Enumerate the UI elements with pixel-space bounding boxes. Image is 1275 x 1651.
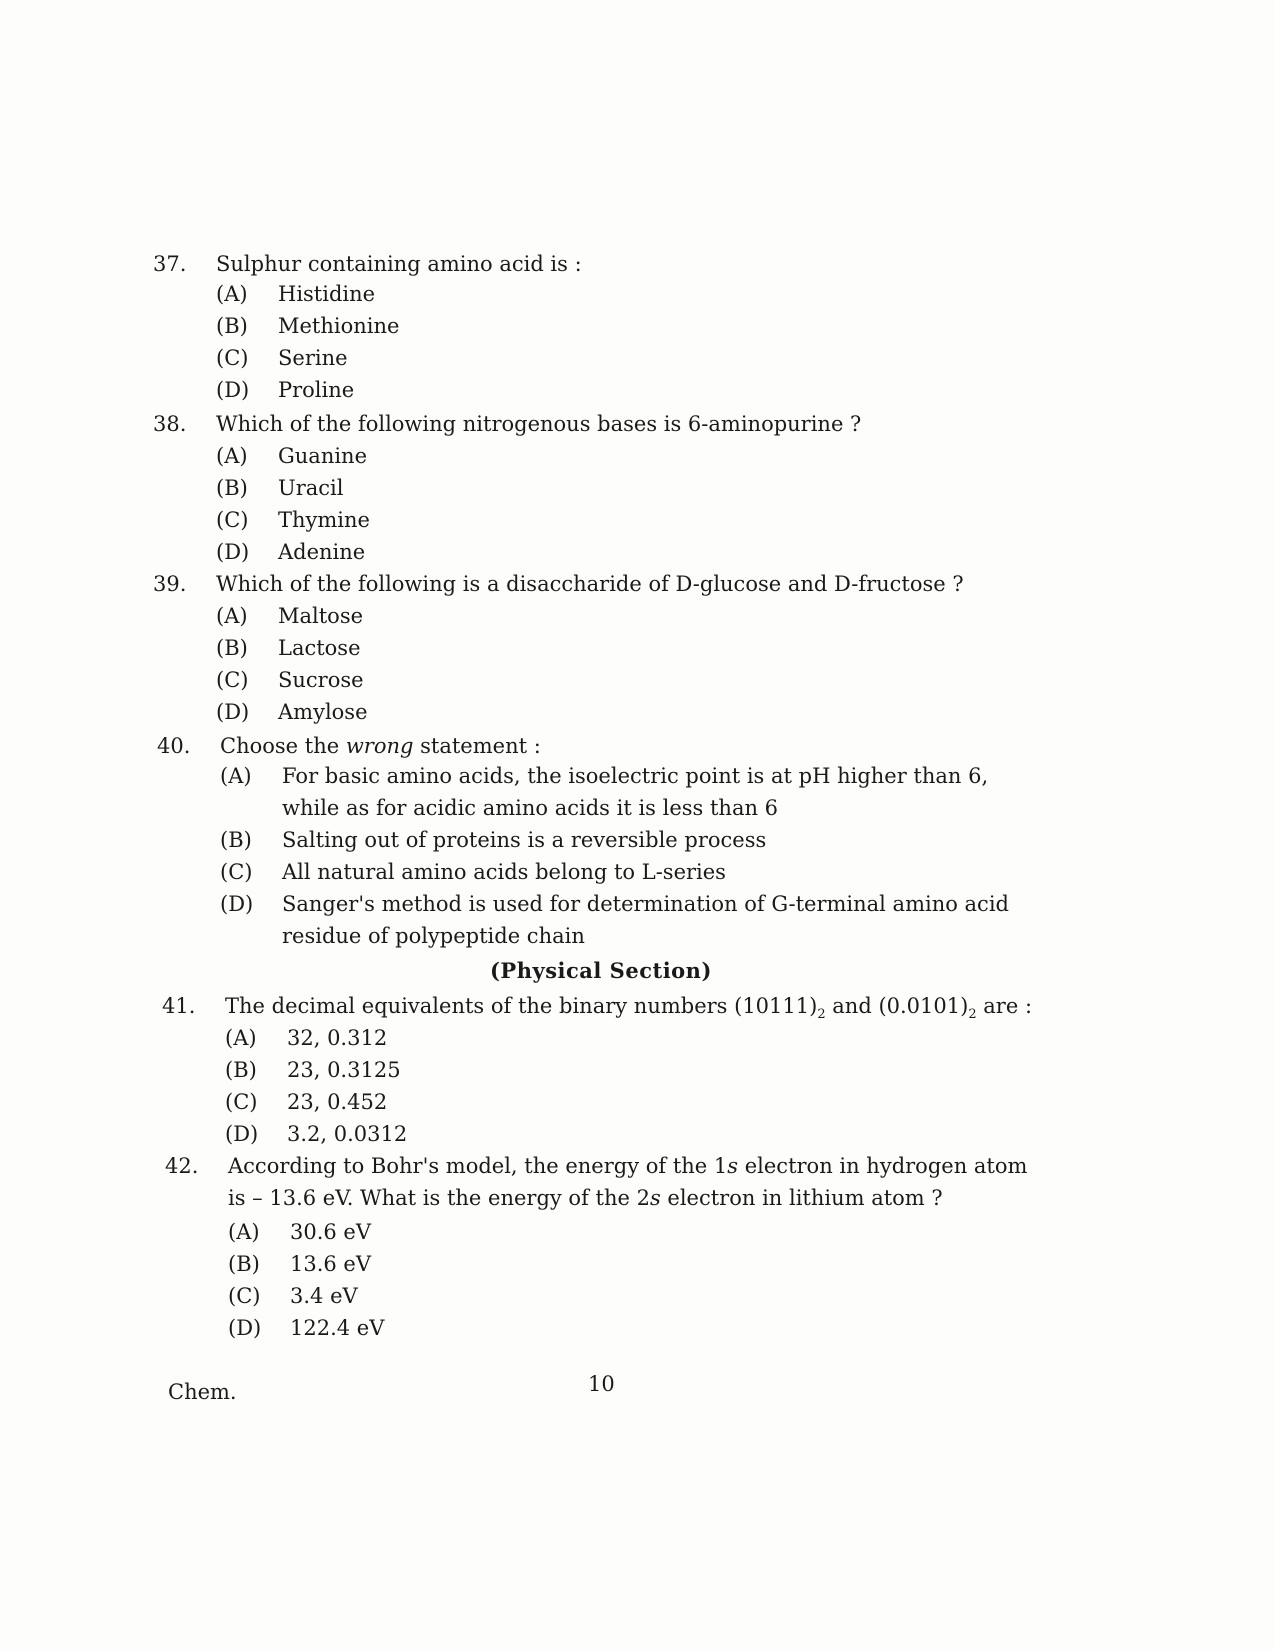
option-text: 13.6 eV xyxy=(290,1252,372,1276)
emphasis-word: wrong xyxy=(345,734,414,758)
option-label: (C) xyxy=(216,346,249,370)
option-label: (C) xyxy=(216,508,249,532)
question-39 xyxy=(153,568,1053,728)
option-text: Amylose xyxy=(278,700,368,724)
question-37 xyxy=(153,248,1053,408)
question-number: 41. xyxy=(162,994,196,1018)
option-text: Serine xyxy=(278,346,348,370)
option-b[interactable] xyxy=(225,1054,401,1086)
option-text: Uracil xyxy=(278,476,344,500)
question-text xyxy=(228,1150,1028,1214)
option-label: (D) xyxy=(216,700,250,724)
option-c[interactable] xyxy=(216,504,370,536)
option-label: (C) xyxy=(216,668,249,692)
italic-symbol: s xyxy=(649,1186,661,1210)
option-c[interactable] xyxy=(228,1280,358,1312)
option-d[interactable] xyxy=(228,1312,384,1344)
option-label: (C) xyxy=(225,1090,258,1114)
question-text-part: are : xyxy=(976,994,1033,1018)
option-label: (B) xyxy=(220,828,252,852)
footer-subject: Chem. xyxy=(168,1380,237,1404)
question-number: 37. xyxy=(153,252,187,276)
option-text: 30.6 eV xyxy=(290,1220,372,1244)
question-number: 42. xyxy=(165,1154,199,1178)
option-a[interactable] xyxy=(216,278,375,310)
option-c[interactable] xyxy=(216,342,348,374)
option-text: 122.4 eV xyxy=(290,1316,385,1340)
italic-symbol: s xyxy=(727,1154,739,1178)
question-text xyxy=(220,730,541,762)
option-text: 23, 0.452 xyxy=(287,1090,388,1114)
option-c[interactable] xyxy=(216,664,364,696)
option-b[interactable] xyxy=(220,824,766,856)
option-a[interactable] xyxy=(228,1216,371,1248)
option-label: (A) xyxy=(216,604,248,628)
option-text: 3.2, 0.0312 xyxy=(287,1122,408,1146)
option-a[interactable] xyxy=(220,760,1012,824)
option-label: (D) xyxy=(225,1122,259,1146)
option-text: Methionine xyxy=(278,314,400,338)
option-a[interactable] xyxy=(225,1022,387,1054)
option-label: (A) xyxy=(216,282,248,306)
option-text: 32, 0.312 xyxy=(287,1026,388,1050)
option-label: (B) xyxy=(216,314,248,338)
option-d[interactable] xyxy=(216,696,368,728)
option-label: (A) xyxy=(225,1026,257,1050)
question-number: 38. xyxy=(153,412,187,436)
option-a[interactable] xyxy=(216,600,363,632)
option-text: Proline xyxy=(278,378,355,402)
option-b[interactable] xyxy=(216,310,399,342)
option-text: Sanger's method is used for determination of G-terminal amino acid residue of polypeptide chain xyxy=(282,892,1009,948)
option-a[interactable] xyxy=(216,440,367,472)
option-d[interactable] xyxy=(220,888,1012,952)
option-c[interactable] xyxy=(225,1086,387,1118)
subscript: 2 xyxy=(968,1007,977,1023)
question-42 xyxy=(165,1150,1065,1350)
option-text: Salting out of proteins is a reversible process xyxy=(282,828,767,852)
option-label: (A) xyxy=(216,444,248,468)
question-text-part: According to Bohr's model, the energy of the 1 xyxy=(228,1154,728,1178)
option-label: (A) xyxy=(220,764,252,788)
option-b[interactable] xyxy=(216,632,361,664)
option-d[interactable] xyxy=(216,374,354,406)
question-text-part: The decimal equivalents of the binary numbers (10111) xyxy=(225,994,818,1018)
option-text: 3.4 eV xyxy=(290,1284,358,1308)
option-text: 23, 0.3125 xyxy=(287,1058,401,1082)
option-text: Lactose xyxy=(278,636,361,660)
question-text-part: statement : xyxy=(413,734,541,758)
option-text: Adenine xyxy=(278,540,366,564)
option-text: Guanine xyxy=(278,444,368,468)
option-label: (B) xyxy=(225,1058,257,1082)
question-number: 40. xyxy=(157,734,191,758)
option-text: All natural amino acids belong to L-series xyxy=(282,860,726,884)
option-c[interactable] xyxy=(220,856,726,888)
question-text-part: electron in hydrogen atom is – 13.6 eV. What is the energy of the 2 xyxy=(228,1154,1028,1210)
subscript: 2 xyxy=(817,1007,826,1023)
option-label: (B) xyxy=(216,636,248,660)
option-label: (C) xyxy=(228,1284,261,1308)
option-label: (B) xyxy=(216,476,248,500)
question-text: Which of the following nitrogenous bases is 6-aminopurine ? xyxy=(216,412,862,436)
option-text: Histidine xyxy=(278,282,376,306)
option-text: Thymine xyxy=(278,508,370,532)
option-label: (C) xyxy=(220,860,253,884)
option-label: (D) xyxy=(216,378,250,402)
question-number: 39. xyxy=(153,572,187,596)
page-number: 10 xyxy=(588,1372,615,1396)
option-d[interactable] xyxy=(225,1118,407,1150)
option-label: (B) xyxy=(228,1252,260,1276)
option-text: Sucrose xyxy=(278,668,364,692)
question-text-part: electron in lithium atom ? xyxy=(660,1186,943,1210)
option-b[interactable] xyxy=(216,472,343,504)
option-label: (D) xyxy=(220,892,254,916)
option-b[interactable] xyxy=(228,1248,371,1280)
option-label: (A) xyxy=(228,1220,260,1244)
option-label: (D) xyxy=(216,540,250,564)
option-d[interactable] xyxy=(216,536,365,568)
question-text: Sulphur containing amino acid is : xyxy=(216,252,582,276)
option-text: Maltose xyxy=(278,604,364,628)
option-label: (D) xyxy=(228,1316,262,1340)
question-41 xyxy=(162,990,1062,1150)
question-40 xyxy=(157,730,1057,960)
question-text: Which of the following is a disaccharide of D-glucose and D-fructose ? xyxy=(216,572,964,596)
question-38 xyxy=(153,408,1053,568)
option-text: For basic amino acids, the isoelectric point is at pH higher than 6, while as for acidic amino acids it is less than 6 xyxy=(282,764,989,820)
question-text-part: Choose the xyxy=(220,734,346,758)
section-heading: (Physical Section) xyxy=(490,958,712,983)
question-text-part: and (0.0101) xyxy=(825,994,969,1018)
